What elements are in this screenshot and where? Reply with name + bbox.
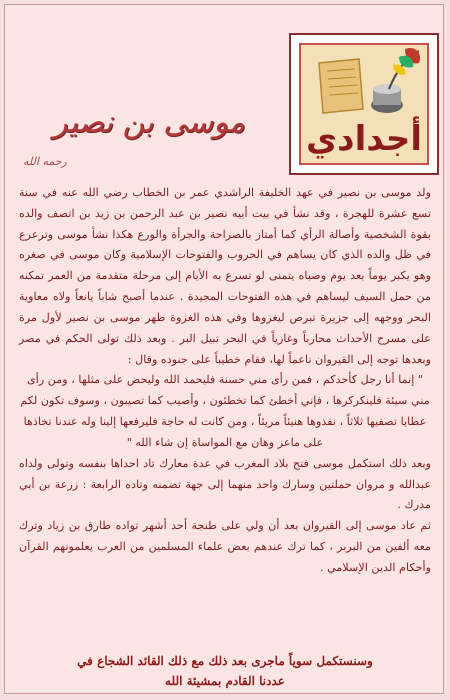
article-card (4, 4, 444, 694)
footer-note (19, 651, 431, 692)
footer-line-2: عددنا القادم بمشيئة الله (165, 674, 285, 689)
ajdadi-logo[interactable] (289, 33, 439, 175)
page-subtitle: رحمه الله (23, 155, 67, 168)
paragraph-3: ثم عاد موسى إلى القيروان بعد أن ولي على طنجة أحد أشهر تواده طارق بن زياد وترك معه ألفين من البربر ، كما ترك عندهم بعض علماء المسلمين من العرب يعلمونهم القرآن وأحكام الدين الإسلامي . (19, 519, 431, 574)
scroll-inkwell-icon (301, 45, 427, 125)
paragraph-2: وبعد ذلك استكمل موسى فتح بلاد المغرب في عدة معارك تاد احداها بنفسه وتولى ولداه عبدالله و مروان حملتين وسارك واحد منهما إلى جهة تضمنه وتاده الرابعة : زرعة بن أبي مدرك . (19, 456, 431, 512)
logo-frame (299, 43, 429, 165)
page-title: موسى بن نصير (53, 105, 245, 140)
footer-line-1: وسنستكمل سوياً ماجرى بعد ذلك مع ذلك القائد الشجاع في (77, 654, 373, 668)
article-body (19, 183, 431, 579)
paragraph-1: ولد موسى بن نصير في عهد الخليفة الراشدي عمر بن الخطاب رضي الله عنه في سنة تسع عشرة للهجرة ، وقد نشأ في بيت أبيه نصير بن عبد الرحمن بن زيد بن اتصف والده بقوة الشخصية وأصالة الرأي كما أمتاز بالصراحة والجرأة والورع هكذا نشأ موسى وترعرع في ظل والده الذي كان يساهم في الحروب والفتوحات الإسلامية وكان موسى في صغره وهو يكبر يوماً بعد يوم وصباه يتمنى لو تسرع به الأيام إلى مرحلة متقدمة من العمر تمكنه من حمل السيف ليساهم في هذه الفتوحات المجيدة . عندما أصبح شاباً يانعاً ولاه معاوية البحر ووجهه إلى جزيرة تبرص ليغزوها وفي هذه الغزوة ظهر موسى بن نصير لأول مرة على مسرح الأحداث محارباً وغازياً في البحر تبيل البر . وبعد ذلك تولى الحكم في مصر وبعدها توجه إلى القيروان ناعماً لها، فقام خطيباً على جنوده وقال : (19, 186, 431, 366)
logo-text: أجدادي (305, 119, 423, 159)
quote-paragraph: " إنما أنا رجل كأحدكم ، فمن رأى مني حسنة فليحمد الله وليحض على مثلها ، ومن رأى مني سيئة فلينكركرها ، فإني أخطئ كما تخطئون ، وأصيب كما تصيبون ، وسوف تكون لكم عطايا تصفيها ثلاثاً ، نفذوها هنيئاً مريئاً ، ومن كانت له حاجة فليرفعها إلينا وله عندنا تخاذها على ماعز وهان مع المواساة إن شاء الله " (20, 373, 430, 449)
